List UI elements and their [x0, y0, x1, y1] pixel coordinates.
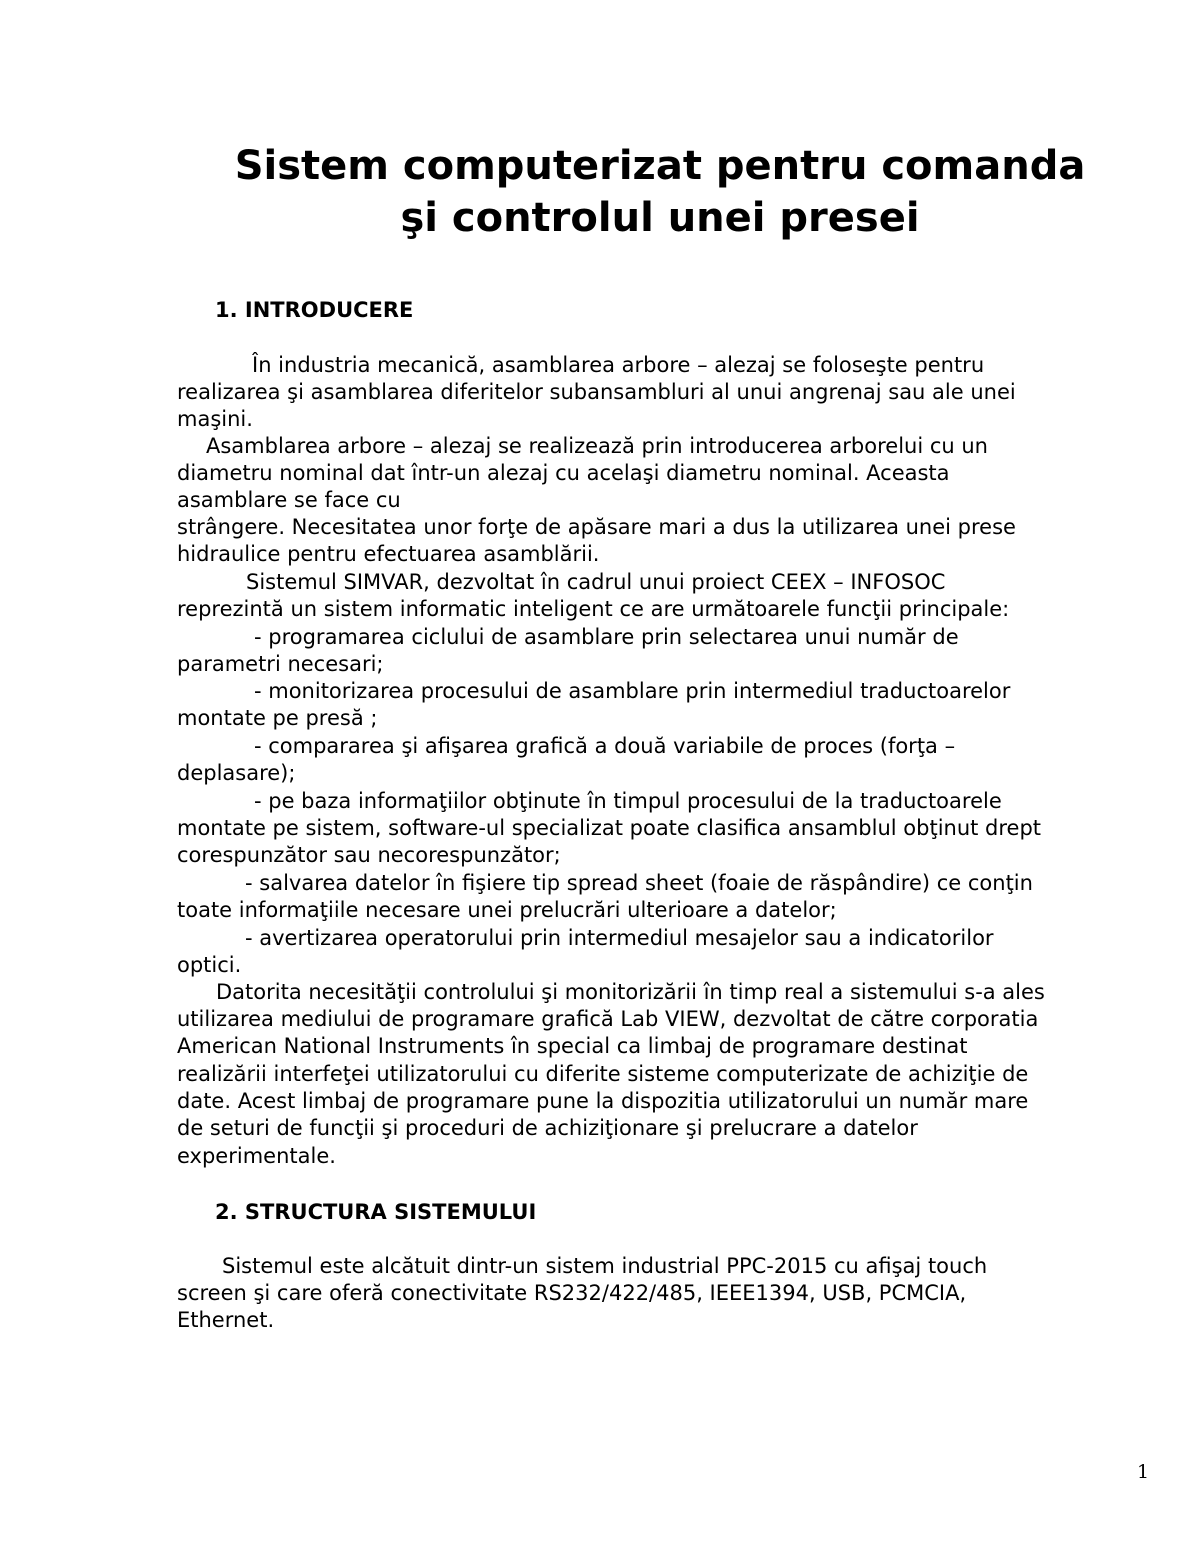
list-item-line: toate informaţiile necesare unei prelucrări ulterioare a datelor;: [177, 898, 837, 922]
paragraph-line: hidraulice pentru efectuarea asamblării.: [177, 542, 600, 566]
title-line: Sistem computerizat pentru comanda: [234, 143, 1086, 189]
paragraph-line: date. Acest limbaj de programare pune la dispozitia utilizatorului un număr mare: [177, 1089, 1029, 1113]
list-item-line: optici.: [177, 953, 242, 977]
paragraph-line: realizarea şi asamblarea diferitelor subansambluri al unui angrenaj sau ale unei: [177, 380, 1016, 404]
page-number: 1: [1137, 1461, 1150, 1483]
list-item-line: - compararea şi afişarea grafică a două variabile de proces (forţa –: [254, 734, 956, 758]
paragraph-line: În industria mecanică, asamblarea arbore – alezaj se foloseşte pentru: [252, 353, 985, 377]
section-heading-structura-sistemului: 2. STRUCTURA SISTEMULUI: [215, 1200, 537, 1224]
paragraph-line: utilizarea mediului de programare grafică Lab VIEW, dezvoltat de către corporatia: [177, 1007, 1039, 1031]
list-item-line: montate pe presă ;: [177, 706, 378, 730]
paragraph-line: experimentale.: [177, 1144, 336, 1168]
list-item-line: deplasare);: [177, 761, 296, 785]
paragraph-line: realizării interfeţei utilizatorului cu diferite sisteme computerizate de achiziţie de: [177, 1062, 1029, 1086]
paragraph-line: strângere. Necesitatea unor forţe de apăsare mari a dus la utilizarea unei prese: [177, 515, 1016, 539]
list-item-line: - avertizarea operatorului prin intermediul mesajelor sau a indicatorilor: [245, 926, 994, 950]
list-item-line: - monitorizarea procesului de asamblare prin intermediul traductoarelor: [254, 679, 1011, 703]
paragraph-line: diametru nominal dat într-un alezaj cu acelaşi diametru nominal. Aceasta: [177, 461, 950, 485]
section-heading-introducere: 1. INTRODUCERE: [215, 298, 414, 322]
paragraph-line: Sistemul SIMVAR, dezvoltat în cadrul unui proiect CEEX – INFOSOC: [246, 570, 946, 594]
paragraph-line: Ethernet.: [177, 1308, 275, 1332]
list-item-line: montate pe sistem, software-ul specializat poate clasifica ansamblul obţinut drept: [177, 816, 1042, 840]
paragraph-line: maşini.: [177, 407, 253, 431]
paragraph-line: Asamblarea arbore – alezaj se realizează prin introducerea arborelui cu un: [206, 434, 988, 458]
paragraph-line: Sistemul este alcătuit dintr-un sistem industrial PPC-2015 cu afişaj touch: [222, 1254, 988, 1278]
paragraph-line: screen şi care oferă conectivitate RS232/422/485, IEEE1394, USB, PCMCIA,: [177, 1281, 967, 1305]
title-line: şi controlul unei presei: [400, 195, 920, 241]
paragraph-line: asamblare se face cu: [177, 488, 401, 512]
paragraph-line: de seturi de funcţii şi proceduri de achiziţionare şi prelucrare a datelor: [177, 1116, 918, 1140]
list-item-line: - salvarea datelor în fişiere tip spread sheet (foaie de răspândire) ce conţin: [245, 871, 1033, 895]
paragraph-line: Datorita necesităţii controlului şi monitorizării în timp real a sistemului s-a ales: [216, 980, 1045, 1004]
paragraph-line: reprezintă un sistem informatic inteligent ce are următoarele funcţii principale:: [177, 597, 1010, 621]
list-item-line: - programarea ciclului de asamblare prin selectarea unui număr de: [254, 625, 959, 649]
document-title: [150, 140, 1170, 244]
paragraph-line: American National Instruments în special ca limbaj de programare destinat: [177, 1034, 968, 1058]
list-item-line: parametri necesari;: [177, 652, 384, 676]
list-item-line: corespunzător sau necorespunzător;: [177, 843, 561, 867]
list-item-line: - pe baza informaţiilor obţinute în timpul procesului de la traductoarele: [254, 789, 1002, 813]
